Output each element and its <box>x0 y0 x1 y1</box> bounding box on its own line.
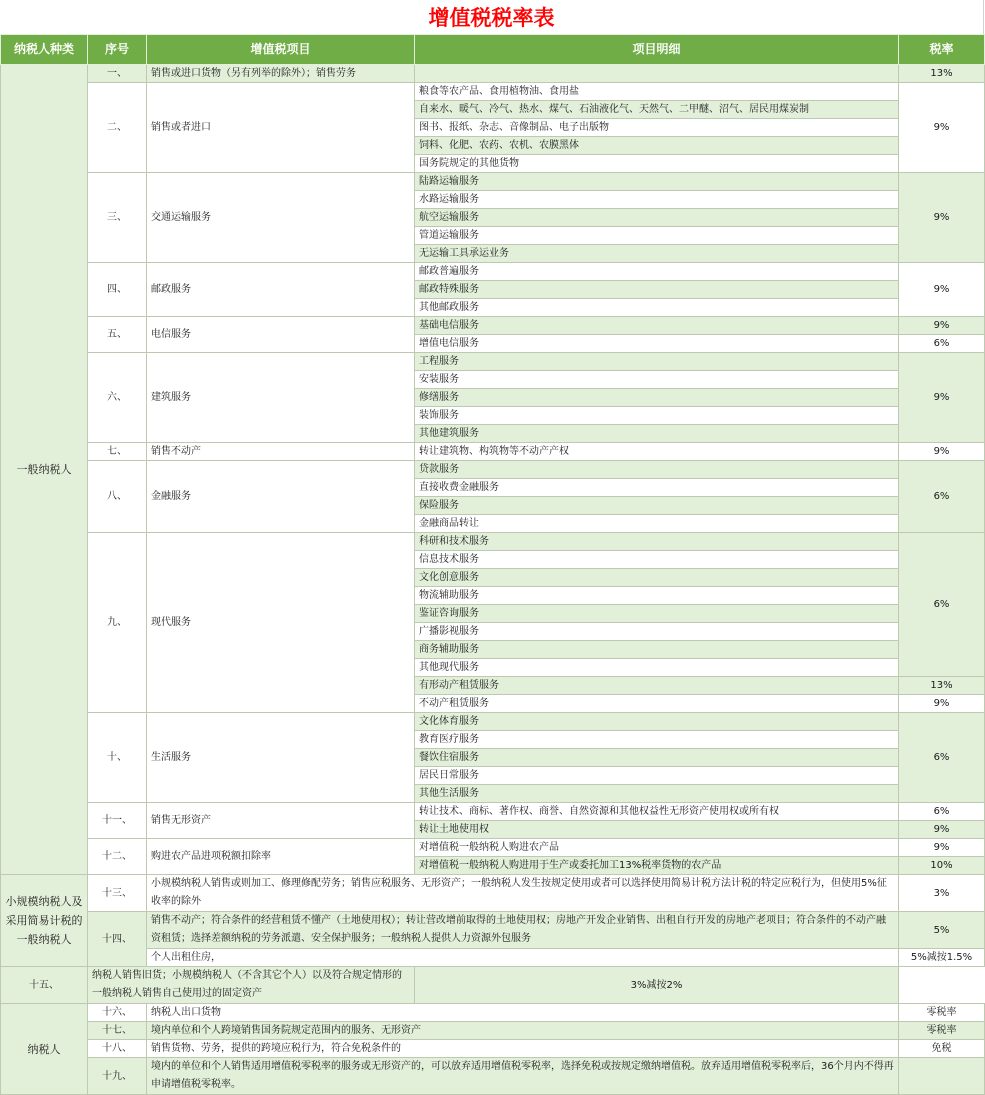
item-detail: 增值电信服务 <box>415 335 899 353</box>
item-detail: 基础电信服务 <box>415 317 899 335</box>
header-seq: 序号 <box>88 35 147 65</box>
table-row <box>1 713 985 731</box>
item-name: 销售不动产 <box>147 443 415 461</box>
header-rate: 税率 <box>899 35 985 65</box>
item-seq: 十一、 <box>88 803 147 839</box>
item-seq: 二、 <box>88 83 147 173</box>
table-row <box>1 533 985 551</box>
item-seq: 十八、 <box>88 1040 147 1058</box>
item-rate: 6% <box>899 713 985 803</box>
item-subtext: 个人出租住房， <box>147 949 899 967</box>
item-detail: 无运输工具承运业务 <box>415 245 899 263</box>
table-row <box>1 803 985 821</box>
tax-rate-table <box>0 34 985 1095</box>
table-row <box>1 461 985 479</box>
item-name: 销售或者进口 <box>147 83 415 173</box>
item-text: 小规模纳税人销售或则加工、修理修配劳务；销售应税服务、无形资产；一般纳税人发生按规定使用或者可以选择使用简易计税方法计税的特定应税行为，但使用5%征收率的除外 <box>147 875 899 912</box>
item-detail: 文化创意服务 <box>415 569 899 587</box>
table-row <box>1 263 985 281</box>
item-rate: 6% <box>899 803 985 821</box>
item-detail: 安装服务 <box>415 371 899 389</box>
table-row <box>1 1022 985 1040</box>
item-rate: 6% <box>899 461 985 533</box>
item-seq: 十五、 <box>1 967 88 1004</box>
item-text: 境内的单位和个人销售适用增值税零税率的服务或无形资产的，可以放弃适用增值税零税率，选择免税或按规定缴纳增值税。放弃适用增值税零税率后，36个月内不得再申请增值税零税率。 <box>147 1058 899 1095</box>
item-text: 销售货物、劳务，提供的跨境应税行为，符合免税条件的 <box>147 1040 899 1058</box>
item-text: 销售不动产；符合条件的经营租赁不懂产（土地使用权）；转让营改增前取得的土地使用权；房地产开发企业销售、出租自行开发的房地产老项目；符合条件的不动产融资租赁；选择差额纳税的劳务派遣、安全保护服务；一般纳税人提供人力资源外包服务 <box>147 912 899 949</box>
table-row <box>1 967 985 1004</box>
header-row <box>1 35 985 65</box>
item-seq: 六、 <box>88 353 147 443</box>
item-rate: 6% <box>899 335 985 353</box>
item-rate: 9% <box>899 83 985 173</box>
table-row <box>1 1040 985 1058</box>
table-row <box>1 443 985 461</box>
item-detail: 饲料、化肥、农药、农机、农膜黑体 <box>415 137 899 155</box>
item-detail: 信息技术服务 <box>415 551 899 569</box>
item-seq: 十九、 <box>88 1058 147 1095</box>
item-detail: 其他现代服务 <box>415 659 899 677</box>
item-detail: 广播影视服务 <box>415 623 899 641</box>
item-name: 销售无形资产 <box>147 803 415 839</box>
item-detail: 餐饮住宿服务 <box>415 749 899 767</box>
item-rate: 5% <box>899 912 985 949</box>
item-seq: 十六、 <box>88 1004 147 1022</box>
header-taxpayer-type: 纳税人种类 <box>1 35 88 65</box>
item-detail: 管道运输服务 <box>415 227 899 245</box>
item-detail: 自来水、暖气、冷气、热水、煤气、石油液化气、天然气、二甲醚、沼气、居民用煤炭制 <box>415 101 899 119</box>
item-rate: 10% <box>899 857 985 875</box>
item-detail: 贷款服务 <box>415 461 899 479</box>
item-seq: 十七、 <box>88 1022 147 1040</box>
item-name: 购进农产品进项税额扣除率 <box>147 839 415 875</box>
item-detail: 陆路运输服务 <box>415 173 899 191</box>
item-detail <box>415 65 899 83</box>
sheet-title: 增值税税率表 <box>0 0 984 34</box>
item-rate: 9% <box>899 695 985 713</box>
item-subrate: 5%减按1.5% <box>899 949 985 967</box>
item-seq: 十四、 <box>88 912 147 967</box>
item-name: 现代服务 <box>147 533 415 713</box>
table-row <box>1 949 985 967</box>
item-detail: 对增值税一般纳税人购进农产品 <box>415 839 899 857</box>
item-detail: 转让建筑物、构筑物等不动产产权 <box>415 443 899 461</box>
item-seq: 五、 <box>88 317 147 353</box>
item-detail: 水路运输服务 <box>415 191 899 209</box>
table-row <box>1 65 985 83</box>
item-detail: 粮食等农产品、食用植物油、食用盐 <box>415 83 899 101</box>
table-row <box>1 173 985 191</box>
item-detail: 对增值税一般纳税人购进用于生产或委托加工13%税率货物的农产品 <box>415 857 899 875</box>
item-detail: 居民日常服务 <box>415 767 899 785</box>
table-row <box>1 317 985 335</box>
item-name: 电信服务 <box>147 317 415 353</box>
item-rate: 9% <box>899 839 985 857</box>
item-detail: 修缮服务 <box>415 389 899 407</box>
item-rate: 9% <box>899 173 985 263</box>
item-seq: 十、 <box>88 713 147 803</box>
item-text: 纳税人出口货物 <box>147 1004 899 1022</box>
item-seq: 三、 <box>88 173 147 263</box>
item-detail: 工程服务 <box>415 353 899 371</box>
item-rate: 13% <box>899 677 985 695</box>
header-detail: 项目明细 <box>415 35 899 65</box>
table-row <box>1 1004 985 1022</box>
item-seq: 九、 <box>88 533 147 713</box>
header-item: 增值税项目 <box>147 35 415 65</box>
item-detail: 转让技术、商标、著作权、商誉、自然资源和其他权益性无形资产使用权或所有权 <box>415 803 899 821</box>
item-name: 交通运输服务 <box>147 173 415 263</box>
item-detail: 转让土地使用权 <box>415 821 899 839</box>
item-detail: 鉴证咨询服务 <box>415 605 899 623</box>
item-seq: 一、 <box>88 65 147 83</box>
table-row <box>1 912 985 949</box>
item-rate: 9% <box>899 821 985 839</box>
item-detail: 文化体育服务 <box>415 713 899 731</box>
item-detail: 直接收费金融服务 <box>415 479 899 497</box>
table-row <box>1 1058 985 1095</box>
item-detail: 教育医疗服务 <box>415 731 899 749</box>
item-detail: 金融商品转让 <box>415 515 899 533</box>
taxpayer-type-general: 一般纳税人 <box>1 65 88 875</box>
item-detail: 商务辅助服务 <box>415 641 899 659</box>
item-rate: 9% <box>899 263 985 317</box>
item-detail: 科研和技术服务 <box>415 533 899 551</box>
item-rate: 3%减按2% <box>415 967 899 1004</box>
item-name: 建筑服务 <box>147 353 415 443</box>
item-rate: 免税 <box>899 1040 985 1058</box>
item-rate: 6% <box>899 533 985 677</box>
table-body <box>1 65 985 1095</box>
item-seq: 七、 <box>88 443 147 461</box>
item-seq: 八、 <box>88 461 147 533</box>
item-name: 生活服务 <box>147 713 415 803</box>
item-seq: 四、 <box>88 263 147 317</box>
item-seq: 十三、 <box>88 875 147 912</box>
item-rate: 9% <box>899 353 985 443</box>
item-detail: 其他生活服务 <box>415 785 899 803</box>
item-detail: 其他建筑服务 <box>415 425 899 443</box>
item-detail: 邮政特殊服务 <box>415 281 899 299</box>
item-detail: 不动产租赁服务 <box>415 695 899 713</box>
item-detail: 物流辅助服务 <box>415 587 899 605</box>
item-detail: 保险服务 <box>415 497 899 515</box>
item-name: 销售或进口货物（另有列举的除外）；销售劳务 <box>147 65 415 83</box>
item-detail: 其他邮政服务 <box>415 299 899 317</box>
item-detail: 图书、报纸、杂志、音像制品、电子出版物 <box>415 119 899 137</box>
taxpayer-type-all: 纳税人 <box>1 1004 88 1095</box>
item-text: 境内单位和个人跨境销售国务院规定范围内的服务、无形资产 <box>147 1022 899 1040</box>
item-name: 邮政服务 <box>147 263 415 317</box>
item-rate: 13% <box>899 65 985 83</box>
item-rate: 9% <box>899 317 985 335</box>
table-row <box>1 839 985 857</box>
item-detail: 有形动产租赁服务 <box>415 677 899 695</box>
item-detail: 国务院规定的其他货物 <box>415 155 899 173</box>
item-rate: 零税率 <box>899 1004 985 1022</box>
table-row <box>1 875 985 912</box>
item-detail: 航空运输服务 <box>415 209 899 227</box>
item-rate: 3% <box>899 875 985 912</box>
item-detail: 装饰服务 <box>415 407 899 425</box>
item-rate <box>899 1058 985 1095</box>
item-detail: 邮政普遍服务 <box>415 263 899 281</box>
item-name: 金融服务 <box>147 461 415 533</box>
item-text: 纳税人销售旧货；小规模纳税人（不含其它个人）以及符合规定情形的一般纳税人销售自己使用过的固定资产 <box>88 967 415 1004</box>
table-row <box>1 83 985 101</box>
table-row <box>1 353 985 371</box>
item-seq: 十二、 <box>88 839 147 875</box>
item-rate: 零税率 <box>899 1022 985 1040</box>
item-rate: 9% <box>899 443 985 461</box>
taxpayer-type-small-scale: 小规模纳税人及采用简易计税的一般纳税人 <box>1 875 88 967</box>
